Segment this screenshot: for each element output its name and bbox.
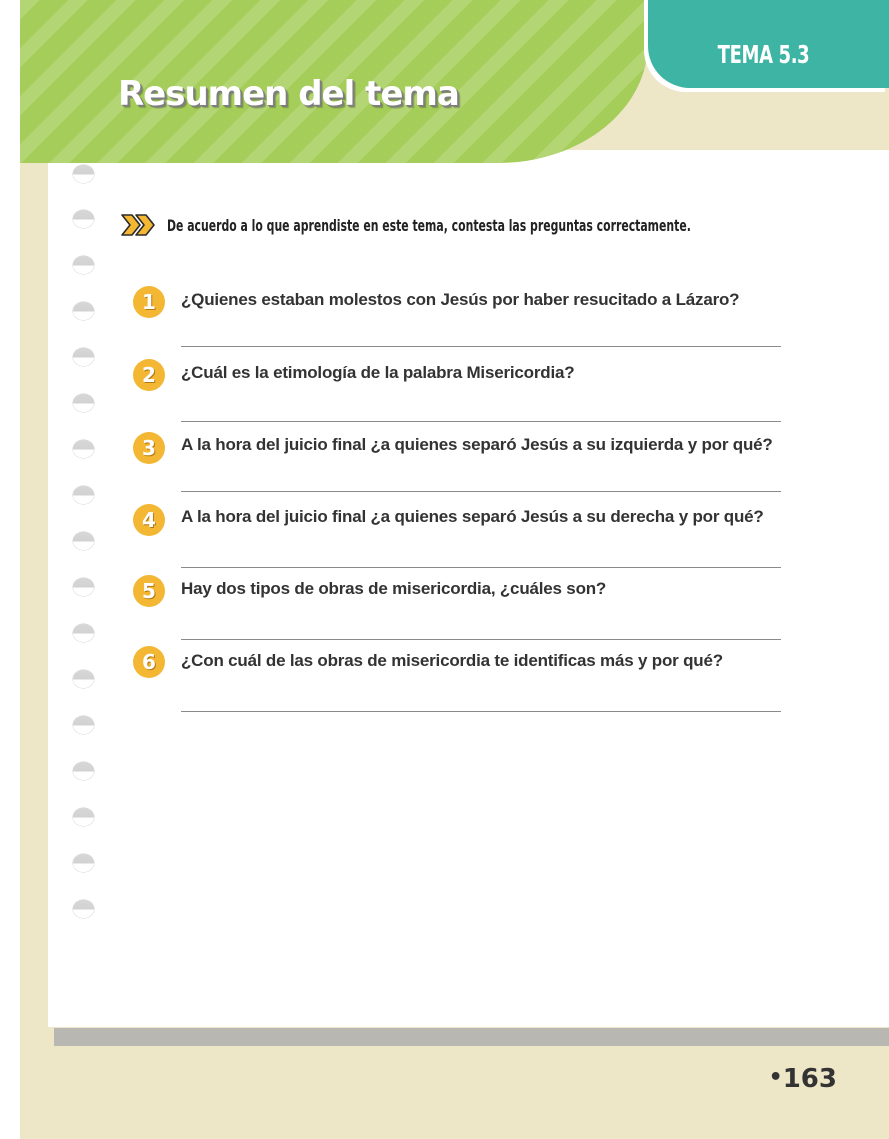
question-text: A la hora del juicio final ¿a quienes separó Jesús a su derecha y por qué? bbox=[181, 507, 764, 526]
page-number bbox=[769, 1064, 837, 1094]
tema-label: TEMA 5.3 bbox=[717, 40, 809, 69]
binder-ring bbox=[73, 762, 94, 780]
binder-ring bbox=[73, 348, 94, 366]
answer-line[interactable] bbox=[181, 346, 781, 347]
instruction bbox=[121, 210, 889, 240]
question-number-badge: 5 bbox=[133, 575, 165, 607]
binder-ring bbox=[73, 440, 94, 458]
binder-ring bbox=[73, 256, 94, 274]
question-number-badge: 4 bbox=[133, 504, 165, 536]
answer-line[interactable] bbox=[181, 421, 781, 422]
question-text: Hay dos tipos de obras de misericordia, ¿cuáles son? bbox=[181, 579, 607, 598]
page-title: Resumen del tema bbox=[118, 74, 459, 114]
question-text: ¿Cuál es la etimología de la palabra Misericordia? bbox=[181, 363, 575, 382]
answer-line[interactable] bbox=[181, 491, 781, 492]
binder-ring bbox=[73, 302, 94, 320]
question-number-badge: 2 bbox=[133, 359, 165, 391]
binder-ring bbox=[73, 394, 94, 412]
question-number-badge: 3 bbox=[133, 432, 165, 464]
binder-ring bbox=[73, 854, 94, 872]
binder-ring bbox=[73, 900, 94, 918]
binder-ring bbox=[73, 808, 94, 826]
page-number-value: 163 bbox=[782, 1064, 837, 1094]
binder-ring bbox=[73, 532, 94, 550]
paper-shadow bbox=[54, 1028, 889, 1046]
binder-ring bbox=[73, 624, 94, 642]
bullet-icon: • bbox=[768, 1065, 783, 1090]
question-number-badge: 6 bbox=[133, 646, 165, 678]
question-text: ¿Con cuál de las obras de misericordia te identificas más y por qué? bbox=[181, 651, 723, 670]
answer-line[interactable] bbox=[181, 711, 781, 712]
question-text: ¿Quienes estaban molestos con Jesús por haber resucitado a Lázaro? bbox=[181, 290, 740, 309]
double-chevron-right-icon bbox=[121, 210, 159, 240]
binder-ring bbox=[73, 670, 94, 688]
question-number-badge: 1 bbox=[133, 286, 165, 318]
instruction-text: De acuerdo a lo que aprendiste en este tema, contesta las preguntas correctamente. bbox=[167, 215, 692, 235]
answer-line[interactable] bbox=[181, 567, 781, 568]
question-text: A la hora del juicio final ¿a quienes separó Jesús a su izquierda y por qué? bbox=[181, 435, 773, 454]
answer-line[interactable] bbox=[181, 639, 781, 640]
binder-ring bbox=[73, 210, 94, 228]
binder-ring bbox=[73, 486, 94, 504]
binder-ring bbox=[73, 716, 94, 734]
tema-tab bbox=[648, 0, 889, 88]
binder-ring bbox=[73, 165, 94, 183]
left-margin-strip bbox=[0, 0, 20, 1139]
binder-ring bbox=[73, 578, 94, 596]
